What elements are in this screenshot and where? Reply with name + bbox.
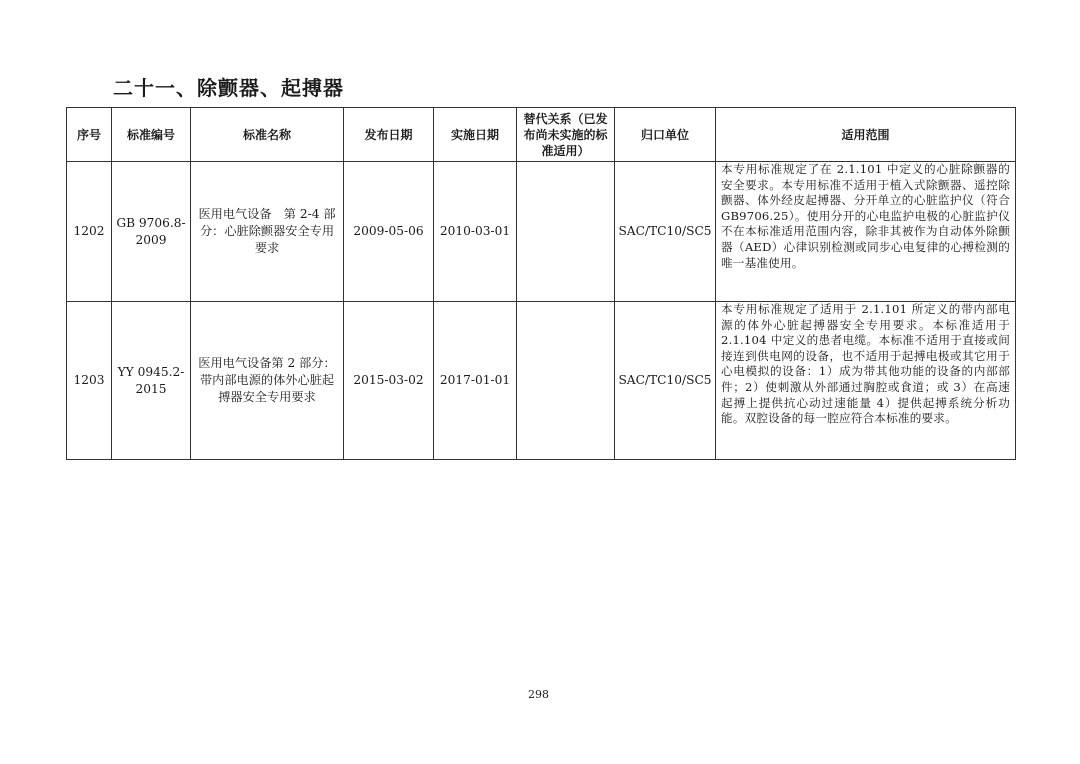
cell-code: GB 9706.8-2009 — [112, 162, 191, 302]
cell-scope: 本专用标准规定了在 2.1.101 中定义的心脏除颤器的安全要求。本专用标准不适用于植入式除颤器、遥控除颤器、体外经皮起搏器、分开单立的心脏监护仪（符合 GB9706.25）。使用分开的心电监护电极的心脏监护仪不在本标准适用范围内容，除非其被作为自动体外除颤器（AED）心律识别检测或同步心电复律的心搏检测的唯一基准使用。 — [716, 162, 1016, 302]
cell-replacement — [517, 302, 615, 460]
header-code: 标准编号 — [112, 108, 191, 162]
table-row — [67, 162, 1016, 302]
header-scope: 适用范围 — [716, 108, 1016, 162]
header-effective-date: 实施日期 — [434, 108, 517, 162]
table-row — [67, 302, 1016, 460]
header-replacement: 替代关系（已发布尚未实施的标准适用） — [517, 108, 615, 162]
cell-name: 医用电气设备 第 2-4 部分：心脏除颤器安全专用要求 — [191, 162, 344, 302]
cell-authority: SAC/TC10/SC5 — [615, 302, 716, 460]
cell-seq: 1202 — [67, 162, 112, 302]
section-title: 二十一、除颤器、起搏器 — [113, 76, 344, 100]
header-name: 标准名称 — [191, 108, 344, 162]
cell-scope: 本专用标准规定了适用于 2.1.101 所定义的带内部电源的体外心脏起搏器安全专用要求。本标准适用于 2.1.104 中定义的患者电缆。本标准不适用于直接或间接连到供电网的设备，也不适用于起搏电极或其它用于心电模拟的设备：1）成为带其他功能的设备的内部部件；2）使刺激从外部通过胸腔或食道；或 3）在高速起搏上提供抗心动过速能量 4）提供起搏系统分析功能。双腔设备的每一腔应符合本标准的要求。 — [716, 302, 1016, 460]
cell-code: YY 0945.2-2015 — [112, 302, 191, 460]
cell-publish-date: 2015-03-02 — [344, 302, 434, 460]
page-number: 298 — [528, 688, 549, 701]
standards-table — [66, 107, 1016, 460]
table-header-row — [67, 108, 1016, 162]
cell-replacement — [517, 162, 615, 302]
cell-effective-date: 2017-01-01 — [434, 302, 517, 460]
cell-publish-date: 2009-05-06 — [344, 162, 434, 302]
header-publish-date: 发布日期 — [344, 108, 434, 162]
header-seq: 序号 — [67, 108, 112, 162]
header-authority: 归口单位 — [615, 108, 716, 162]
cell-seq: 1203 — [67, 302, 112, 460]
cell-effective-date: 2010-03-01 — [434, 162, 517, 302]
cell-authority: SAC/TC10/SC5 — [615, 162, 716, 302]
cell-name: 医用电气设备第 2 部分：带内部电源的体外心脏起搏器安全专用要求 — [191, 302, 344, 460]
